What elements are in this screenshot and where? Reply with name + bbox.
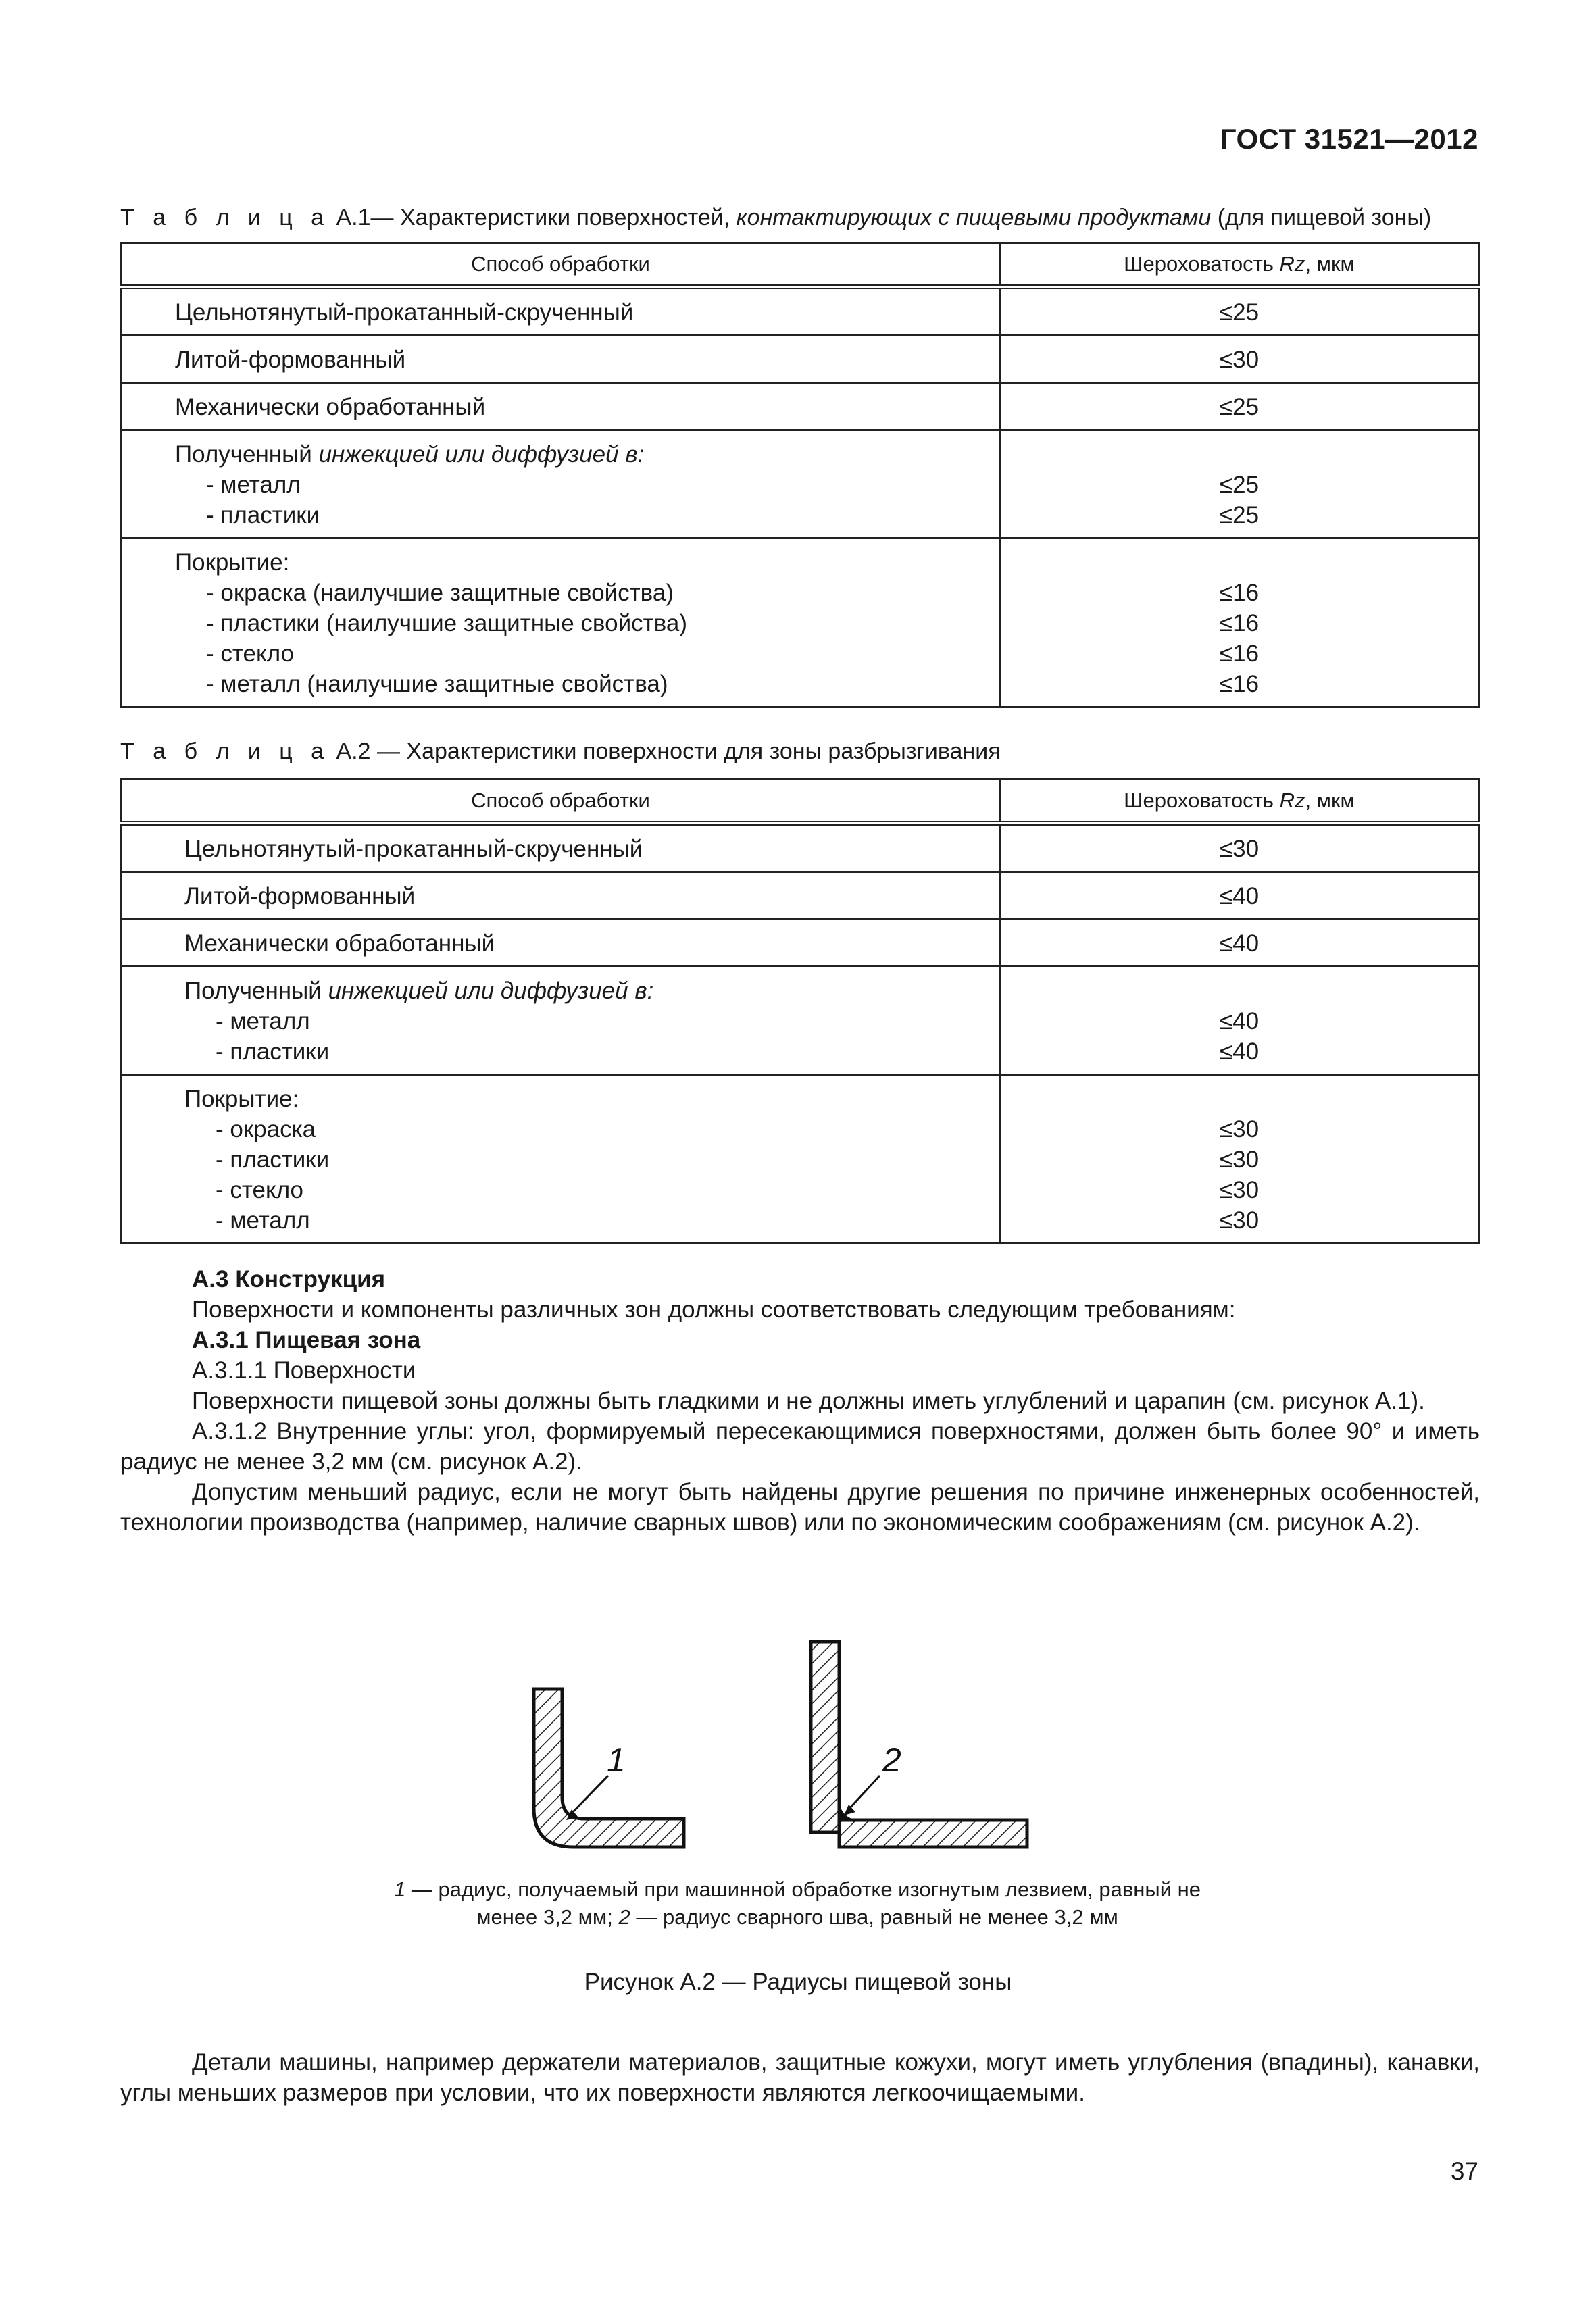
table-row [122, 430, 1479, 538]
section-a3-text: Поверхности и компоненты различных зон должны соответствовать следующим требованиям: [192, 1297, 1236, 1323]
table1-cell-value: ≤30 [1000, 336, 1479, 383]
radius-2-leader-arrow [844, 1776, 880, 1815]
table2-group2-item: - стекло [216, 1177, 303, 1203]
table2-col-roughness-symbol: Rz [1279, 788, 1305, 812]
table1-group1-title-plain: Полученный [175, 441, 319, 468]
table2-col-roughness-unit: , мкм [1305, 788, 1355, 812]
table1-col-method: Способ обработки [122, 243, 1000, 287]
table2-group2-value: ≤30 [1219, 1207, 1260, 1234]
table1-col-roughness-symbol: Rz [1279, 252, 1305, 276]
table2-col-roughness [1000, 780, 1479, 824]
welded-vertical-plate [811, 1642, 839, 1832]
table2-cell-value-group [1000, 967, 1479, 1075]
table2-group2-item: - металл [216, 1207, 310, 1234]
table1-cell-value: ≤25 [1000, 287, 1479, 336]
table-row [122, 1075, 1479, 1244]
table2-cell-value: ≤30 [1000, 824, 1479, 872]
table-row [122, 336, 1479, 383]
closing-paragraph: Детали машины, например держатели материалов, защитные кожухи, могут иметь углубления (впадины), канавки, углы меньших размеров при условии, что их поверхности являются легкоочищаемыми. [120, 2049, 1480, 2106]
table1-caption-italic: контактирующих с пищевыми продуктами [736, 205, 1212, 230]
table1-header-row [122, 243, 1479, 287]
section-a311-title: А.3.1.1 Поверхности [192, 1357, 416, 1384]
table2-group1-title [184, 976, 999, 1006]
table-row [122, 872, 1479, 920]
figure-label-2: 2 [882, 1741, 901, 1779]
table2-caption [120, 738, 1001, 765]
figure-a2-drawing [0, 1635, 1596, 1892]
table1-group2-item: - пластики (наилучшие защитные свойства) [206, 610, 687, 636]
table1-cell-method-group [122, 538, 1000, 707]
table1-cell-method-group [122, 430, 1000, 538]
table-row [122, 383, 1479, 430]
table2-group2-title: Покрытие: [184, 1086, 299, 1112]
page-number: 37 [1450, 2157, 1478, 2185]
table1-caption [120, 205, 1431, 231]
table2-group1-empty [1001, 976, 1478, 1006]
section-a312-text2: Допустим меньший радиус, если не могут быть найдены другие решения по причине инженерных особенностей, технологии производства (например, наличие сварных швов) или по экономическим соображениям (см. рисунок А.2). [120, 1479, 1480, 1536]
table1 [120, 242, 1480, 708]
table-row [122, 538, 1479, 707]
table2-group2-value: ≤30 [1219, 1177, 1260, 1203]
table2-group2-value: ≤30 [1219, 1147, 1260, 1173]
table1-cell-value-group [1000, 538, 1479, 707]
table2-group1-title-italic: инжекцией или диффузией в: [328, 978, 654, 1004]
legend-2-text: — радиус сварного шва, равный не менее 3,2 мм [630, 1905, 1118, 1929]
table2-caption-prefix: Т а б л и ц а [120, 738, 330, 764]
table2 [120, 778, 1480, 1244]
table1-col-roughness-unit: , мкм [1305, 252, 1355, 276]
table1-group1-value: ≤25 [1219, 472, 1260, 498]
table1-group1-item: - металл [206, 472, 301, 498]
section-a311-text: Поверхности пищевой зоны должны быть гладкими и не должны иметь углублений и царапин (см. рисунок А.1). [192, 1388, 1425, 1414]
table1-col-roughness [1000, 243, 1479, 287]
table1-caption-tail: (для пищевой зоны) [1211, 205, 1432, 230]
table-row [122, 920, 1479, 967]
table2-cell-method: Литой-формованный [122, 872, 1000, 920]
legend-2-number: 2 [618, 1905, 630, 1929]
table1-group2-title: Покрытие: [175, 549, 290, 576]
table2-header-row [122, 780, 1479, 824]
closing-paragraph-block [120, 2047, 1480, 2108]
table1-group1-item: - пластики [206, 502, 320, 528]
table2-cell-value: ≤40 [1000, 920, 1479, 967]
table1-group2-value: ≤16 [1219, 671, 1260, 697]
table2-group2-empty [1001, 1084, 1478, 1114]
table1-group2-item: - окраска (наилучшие защитные свойства) [206, 580, 674, 606]
figure-legend [378, 1876, 1216, 1931]
table1-group1-title-italic: инжекцией или диффузией в: [318, 441, 645, 468]
table1-cell-method: Цельнотянутый-прокатанный-скрученный [122, 287, 1000, 336]
table1-group2-value: ≤16 [1219, 640, 1260, 667]
table1-group2-value: ≤16 [1219, 580, 1260, 606]
table1-cell-method: Механически обработанный [122, 383, 1000, 430]
table2-cell-method-group [122, 967, 1000, 1075]
table-row [122, 824, 1479, 872]
table2-col-method: Способ обработки [122, 780, 1000, 824]
section-a312-text: А.3.1.2 Внутренние углы: угол, формируемый пересекающимися поверхностями, должен быть более 90° и иметь радиус не менее 3,2 мм (см. рисунок А.2). [120, 1418, 1480, 1475]
section-a3 [120, 1264, 1480, 1538]
table2-caption-rest: А.2 — Характеристики поверхности для зоны разбрызгивания [330, 738, 1001, 764]
table1-group1-empty [1001, 439, 1478, 470]
table2-group1-value: ≤40 [1219, 1038, 1260, 1065]
table1-caption-number: А.1— Характеристики поверхностей, [330, 205, 737, 230]
table2-cell-method: Механически обработанный [122, 920, 1000, 967]
table2-col-roughness-label: Шероховатость [1124, 788, 1280, 812]
table2-group1-item: - металл [216, 1008, 310, 1034]
table2-cell-method: Цельнотянутый-прокатанный-скрученный [122, 824, 1000, 872]
table-row [122, 287, 1479, 336]
table2-group1-value: ≤40 [1219, 1008, 1260, 1034]
table1-cell-value: ≤25 [1000, 383, 1479, 430]
document-id-header: ГОСТ 31521—2012 [1220, 123, 1478, 155]
welded-horizontal-plate [839, 1820, 1027, 1847]
table1-col-roughness-label: Шероховатость [1124, 252, 1280, 276]
section-a31-title: А.3.1 Пищевая зона [192, 1327, 421, 1353]
table2-cell-value-group [1000, 1075, 1479, 1244]
table2-group2-item: - окраска [216, 1116, 316, 1142]
table1-group2-item: - стекло [206, 640, 294, 667]
table1-cell-value-group [1000, 430, 1479, 538]
legend-1-number: 1 [393, 1878, 406, 1901]
table1-group2-value: ≤16 [1219, 610, 1260, 636]
legend-1-text: — радиус, получаемый при машинной обработке изогнутым лезвием, равный не менее 3,2 мм; [405, 1878, 1201, 1929]
table2-group1-item: - пластики [216, 1038, 330, 1065]
table2-group2-value: ≤30 [1219, 1116, 1260, 1142]
table1-group1-value: ≤25 [1219, 502, 1260, 528]
table1-group1-title [175, 439, 999, 470]
table-row [122, 967, 1479, 1075]
table1-group2-item: - металл (наилучшие защитные свойства) [206, 671, 668, 697]
table2-group2-item: - пластики [216, 1147, 330, 1173]
radius-1-leader-arrow [566, 1776, 608, 1820]
figure-label-1: 1 [607, 1741, 626, 1779]
table1-caption-prefix: Т а б л и ц а [120, 205, 330, 230]
table1-group2-empty [1001, 547, 1478, 578]
table2-cell-value: ≤40 [1000, 872, 1479, 920]
figure-caption: Рисунок А.2 — Радиусы пищевой зоны [584, 1969, 1012, 1995]
table2-group1-title-plain: Полученный [184, 978, 328, 1004]
table1-cell-method: Литой-формованный [122, 336, 1000, 383]
section-a3-title: А.3 Конструкция [192, 1266, 386, 1292]
table2-cell-method-group [122, 1075, 1000, 1244]
